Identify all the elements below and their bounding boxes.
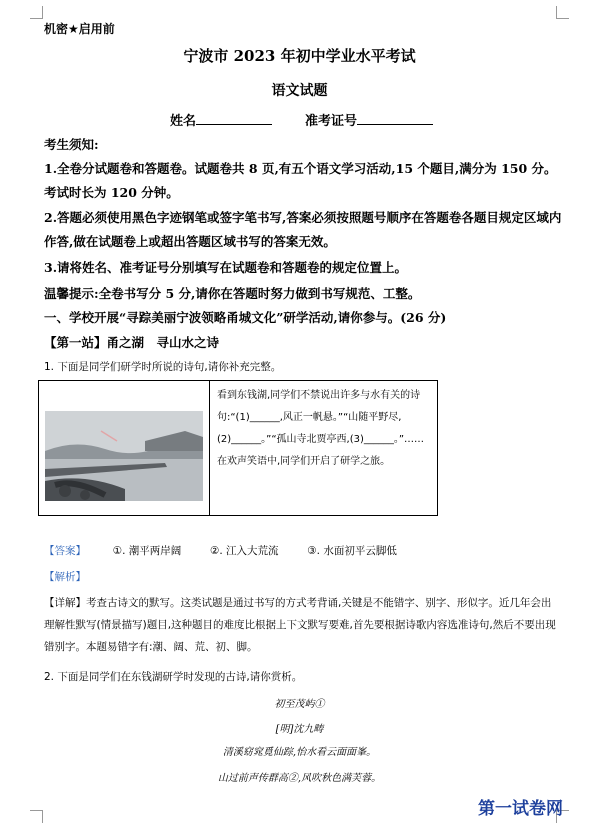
question-box [38, 380, 438, 516]
poem-title: 初至茂屿① [274, 699, 325, 710]
answer-label: 【答案】 [44, 545, 86, 557]
watermark: 第一试卷网 [478, 799, 563, 819]
id-label: 准考证号 [305, 114, 358, 129]
id-blank [357, 111, 433, 125]
answer-2: ②. 江入大荒流 [209, 545, 279, 557]
answer-3: ③. 水面初平云脚低 [307, 545, 397, 557]
answer-row [44, 540, 397, 562]
page-subtitle: 语文试题 [271, 83, 328, 99]
question-1: 1. 下面是同学们研学时所说的诗句,请你补充完整。 [44, 361, 282, 373]
corner-mark [30, 6, 43, 19]
name-label: 姓名 [170, 114, 197, 129]
section-heading: 一、学校开展“寻踪美丽宁波领略甬城文化”研学活动,请你参与。(26 分) [44, 310, 447, 325]
page-title: 宁波市 2023 年初中学业水平考试 [183, 47, 416, 65]
name-field [170, 110, 272, 129]
notice-tip: 温馨提示:全卷书写分 5 分,请你在答题时努力做到书写规范、工整。 [44, 286, 421, 301]
notice-item-1: 1.全卷分试题卷和答题卷。试题卷共 8 页,有五个语文学习活动,15 个题目,满分为 150 分。考试时长为 120 分钟。 [44, 161, 557, 200]
box-text: 看到东钱湖,同学们不禁说出许多与水有关的诗句:“(1)______,风正一帆悬。”“山随平野尽,(2)______。”“孤山寺北贾亭西,(3)______。”……在欢声笑语中,同学们开启了研学之旅。 [217, 390, 425, 467]
analysis-label: 【解析】 [44, 571, 86, 583]
poem-line-2: 山过前声传群高②,风吹秋色满芙蓉。 [217, 773, 382, 784]
question-2: 2. 下面是同学们在东钱湖研学时发现的古诗,请你赏析。 [44, 671, 303, 683]
secret-mark: 机密★启用前 [44, 22, 115, 36]
station-label: 【第一站】甬之湖 寻山水之诗 [44, 335, 220, 350]
answer-1: ①. 潮平两岸阔 [112, 545, 182, 557]
corner-mark [30, 810, 43, 823]
notice-item-3: 3.请将姓名、准考证号分别填写在试题卷和答题卷的规定位置上。 [44, 260, 408, 275]
poem-line-1: 清溪窈窕覓仙踪,怡水看云面面峯。 [222, 747, 377, 758]
corner-mark [556, 6, 569, 19]
notice-item-2: 2.答题必须使用黑色字迹钢笔或签字笔书写,答案必须按照题号顺序在答题卷各题目规定区域内作答,做在试题卷上或超出答题区域书写的答案无效。 [44, 210, 562, 249]
notice-heading: 考生须知: [44, 137, 99, 152]
detail-text: 【详解】考查古诗文的默写。这类试题是通过书写的方式考背诵,关键是不能错字、别字、形似字。近几年会出理解性默写(情景描写)题目,这种题目的难度比根据上下文默写要难,首先要根据诗歌内容选准诗句,然后不要出现错别字。本题易错字有:潮、阔、荒、初、脚。 [44, 597, 556, 653]
name-blank [196, 111, 272, 125]
box-divider [209, 381, 210, 515]
lake-photo [45, 411, 203, 501]
id-field [305, 110, 433, 129]
poem-author: [明]沈九畴 [275, 724, 324, 735]
